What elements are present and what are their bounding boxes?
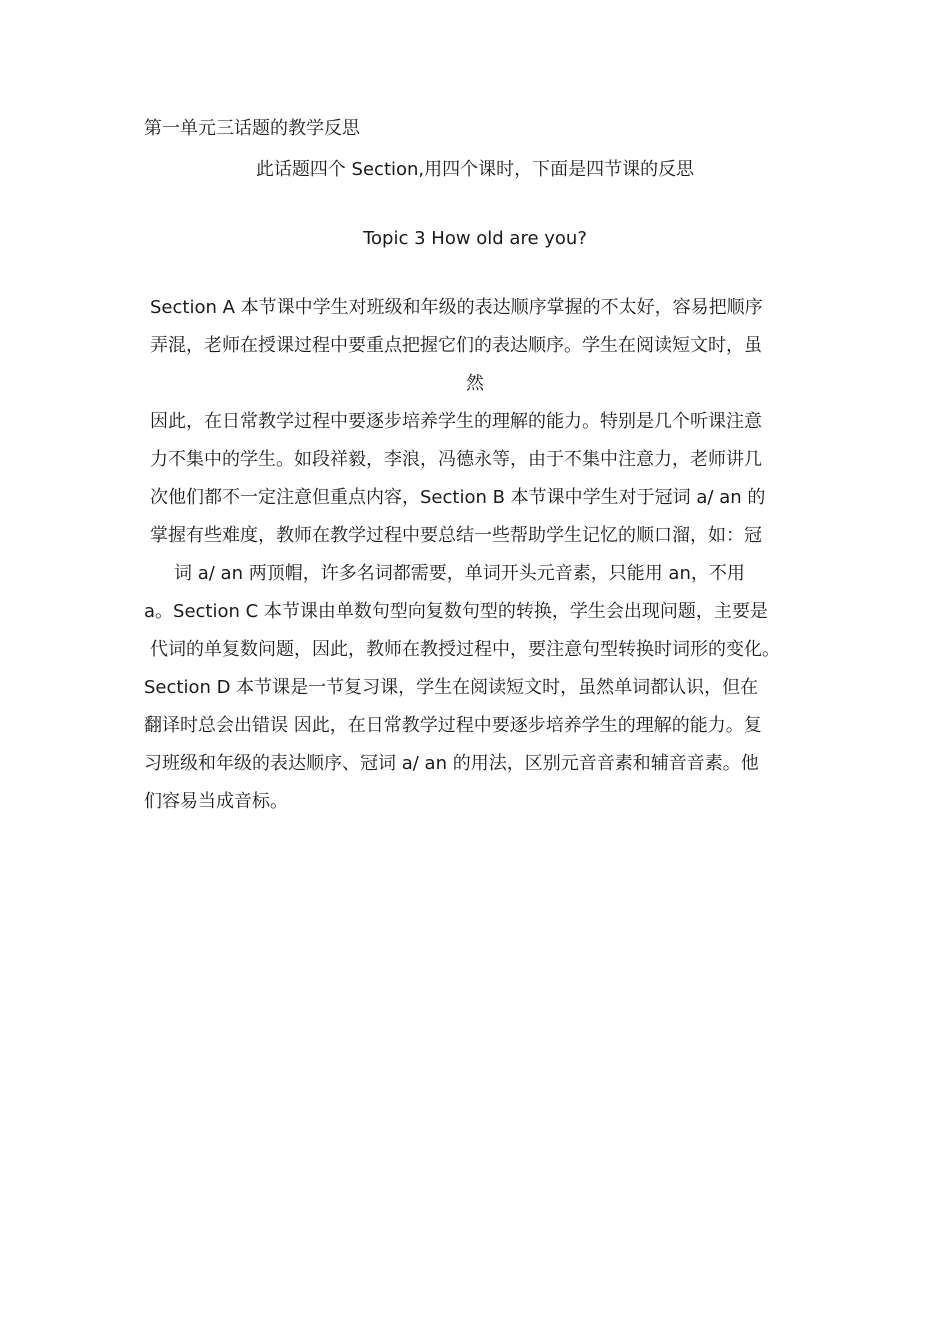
body-line: a。Section C 本节课由单数句型向复数句型的转换，学生会出现问题，主要是	[144, 601, 768, 622]
body-line: 翻译时总会出错误 因此，在日常教学过程中要逐步培养学生的理解的能力。复	[144, 715, 762, 736]
document-heading: 第一单元三话题的教学反思	[144, 118, 360, 139]
body-line: 次他们都不一定注意但重点内容，Section B 本节课中学生对于冠词 a/ an 的	[150, 487, 766, 508]
body-line: 因此，在日常教学过程中要逐步培养学生的理解的能力。特别是几个听课注意	[150, 411, 762, 432]
document-subtitle: 此话题四个 Section,用四个课时，下面是四节课的反思	[255, 159, 695, 180]
body-line: 词 a/ an 两顶帽，许多名词都需要，单词开头元音素，只能用 an，不用	[174, 563, 745, 584]
body-line: 力不集中的学生。如段祥毅，李浪，冯德永等，由于不集中注意力，老师讲几	[150, 449, 762, 470]
body-line: 习班级和年级的表达顺序、冠词 a/ an 的用法，区别元音音素和辅音音素。他	[144, 753, 759, 774]
body-line: Section A 本节课中学生对班级和年级的表达顺序掌握的不太好，容易把顺序	[150, 297, 763, 318]
body-line: 代词的单复数问题，因此，教师在教授过程中，要注意句型转换时词形的变化。	[150, 639, 780, 660]
body-line: 掌握有些难度，教师在教学过程中要总结一些帮助学生记忆的顺口溜，如：冠	[150, 525, 762, 546]
topic-title: Topic 3 How old are you?	[363, 228, 587, 249]
body-line: 然	[466, 373, 484, 394]
body-line: 们容易当成音标。	[144, 791, 288, 812]
body-line: Section D 本节课是一节复习课，学生在阅读短文时，虽然单词都认识，但在	[144, 677, 759, 698]
body-line: 弄混，老师在授课过程中要重点把握它们的表达顺序。学生在阅读短文时，虽	[150, 335, 762, 356]
